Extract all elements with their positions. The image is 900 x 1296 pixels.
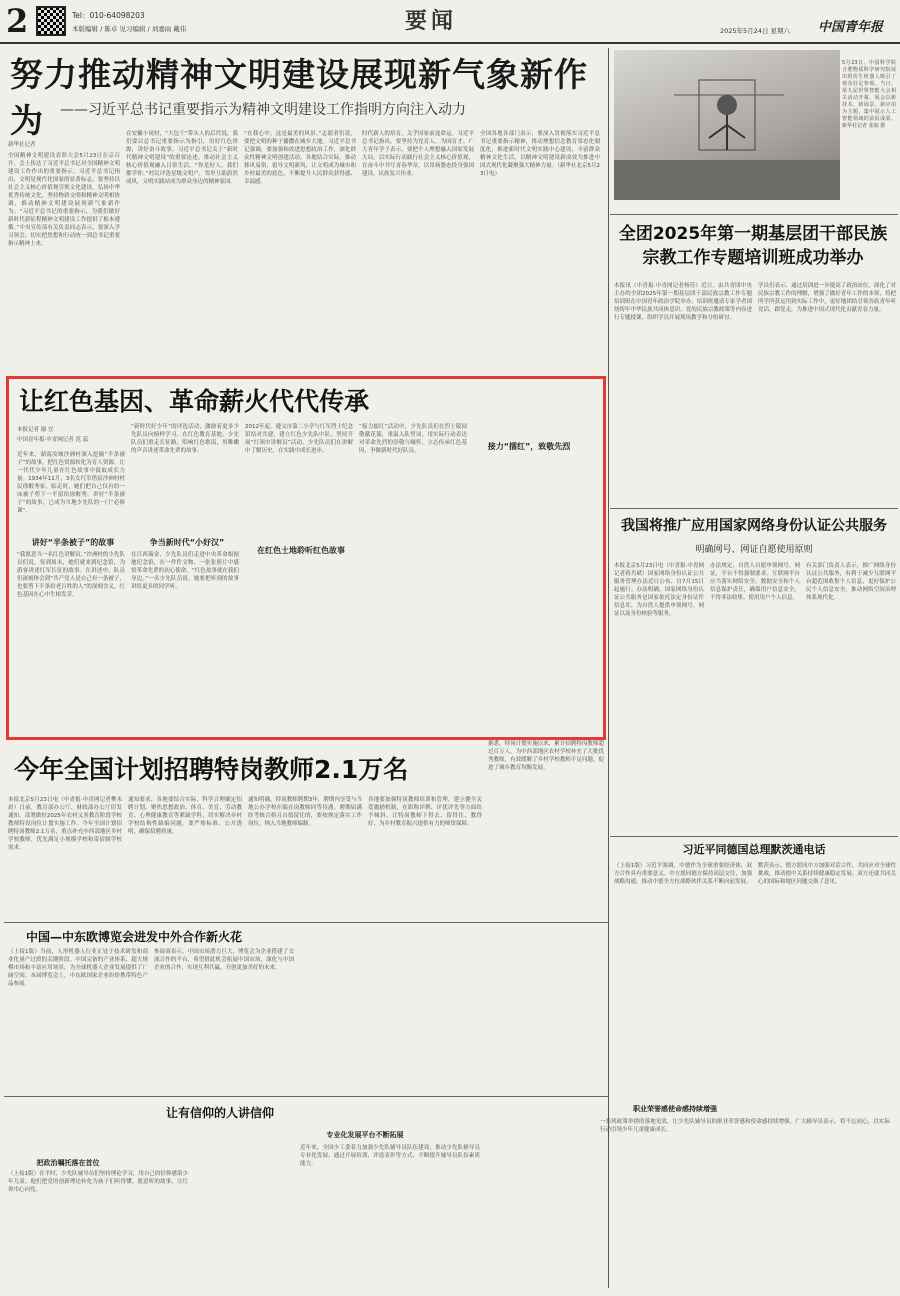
lecture-subhead: 职业荣誉感使命感持续增强 (633, 1105, 717, 1113)
teachers-column: 据悉，特岗计划实施以来，累计招聘特岗教师超过百万人，为中西部地区农村学校补充了大批优秀教师，有效缓解了乡村学校教师不足问题，促进了城乡教育均衡发展。 (488, 741, 604, 771)
red-box-section-head: 讲好“半条被子”的故事 (31, 538, 115, 547)
column-rule (608, 48, 609, 1288)
red-box-column: “接力擂红”活动中，少先队员们在烈士陵园敬献花篮，重温入队誓词，用实际行动表达对革命先烈的崇敬与缅怀，立志传承红色基因，争做新时代好队员。 (359, 424, 467, 454)
lead-headline: 努力推动精神文明建设展现新气象新作为 (10, 55, 588, 140)
identity-column: 本报北京5月23日电（中青报·中青网记者蒋肖斌）国家网络身份认证公共服务管理办法近日公布，自7月15日起施行。办法明确，国家网络身份认证公共服务是国家依托法定身份证件信息库，为自然人提供申领网号、网证以及身份核验等服务。 (614, 563, 704, 617)
training-column: 学员们表示，通过培训进一步提高了政治站位，深化了对民族宗教工作的理解，增强了做好青年工作的本领，将把所学所获运用到实际工作中，更好地团结引领各族青年听党话、跟党走，为推进中国式现代化贡献青春力量。 (758, 283, 896, 313)
lecture-column: 一系列政策举措的落地见效，让少先队辅导员的职业荣誉感和使命感持续增强。广大辅导员表示，将不忘初心，以实际行动引领少年儿童健康成长。 (600, 1119, 890, 1133)
editors: 本版编辑 / 陈卓 见习编辑 / 刘嘉雨 戴伟 (72, 25, 187, 33)
photo-caption: 5月23日，中国科学院合肥物质科学研究院展出的仿生机器人吸引了观众驻足参观。当日，第九届世界智能大会相关活动开幕，展会以新技术、新场景、新应用为主题，集中展示人工智能领域的前沿成果。新华社记者 张端 摄 (842, 60, 896, 129)
red-box-section-head: 争当新时代“小好汉” (149, 538, 225, 547)
date: 2025年5月24日 星期六 (720, 27, 791, 35)
red-box-headline: 让红色基因、革命薪火代代传承 (19, 387, 370, 416)
lecture-headline: 让有信仰的人讲信仰 (165, 1106, 274, 1120)
lead-column: 时代新人的培育，关乎国家前途命运。习近平总书记指出，要坚持为党育人、为国育才。广大青年学子表示，要把个人理想融入国家发展大局，以实际行动践行社会主义核心价值观，在奋斗中书写青春华章，以昂扬姿态投身强国建设、民族复兴伟业。 (362, 131, 474, 177)
divider (610, 214, 898, 215)
identity-column: 有关部门负责人表示，推广网络身份认证公共服务，有利于减少互联网平台超范围收集个人信息，更好保护公民个人信息安全，推动网络空间治理体系现代化。 (806, 563, 896, 601)
teachers-column: 通知要求，各地要结合实际，科学合理确定招聘计划，聚焦思想政治、体育、美育、劳动教育、心理健康教育等紧缺学科，切实解决乡村学校结构性缺编问题。要严格标准，公开透明，确保招聘质量。 (128, 797, 242, 835)
red-box-column: 2012年起，遵义市第二小学与红军烈士纪念馆结对共建，建立红色少先队中队，坚持开展“红领巾讲解员”活动。少先队员们在讲解中了解历史，在实践中成长进步。 (245, 424, 353, 454)
lecture-subhead: 专业化发展平台不断拓展 (326, 1131, 404, 1139)
divider (610, 836, 898, 837)
identity-headline: 我国将推广应用国家网络身份认证公共服务 (621, 518, 887, 534)
expo-column: 参展商表示，中国市场潜力巨大，博览会为企业搭建了交流合作的平台，希望借此机会拓展中国市场，深化与中国企业的合作，实现互利共赢，开创更加美好的未来。 (154, 949, 294, 971)
teachers-headline: 今年全国计划招聘特岗教师2.1万名 (14, 755, 409, 784)
lecture-subhead: 把政治嘱托落在首位 (36, 1159, 100, 1167)
red-box-column: 近年来，湖南汝城沙洲村深入挖掘“半条被子”的故事，把红色资源转化为育人资源，让一代代少年儿童在红色故事中汲取成长力量。1934年11月，3名女红军借宿沙洲村村民徐解秀家，临走时，她们把自己仅有的一床被子剪下一半留给徐解秀。讲好“半条被子”的故事，已成为当地少先队的一门“必修课”。 (17, 452, 125, 514)
lead-column: 全国精神文明建设表彰大会5月23日在京召开，会上传达了习近平总书记对全国精神文明建设工作作出的重要指示。习近平总书记指出，文明是现代化国家的显著标志。要坚持以社会主义核心价值观引领文化建设，弘扬中华优秀传统文化，坚持物质文明和精神文明相协调，推动精神文明建设展现新气象新作为。“习近平总书记的重要指示，为我们做好新时代新征程精神文明建设工作提供了根本遵循。”中央宣传部有关负责同志表示，要深入学习领会，切实把思想和行动统一到总书记重要指示精神上来。 (8, 153, 120, 247)
lead-column: 在安徽小岗村，“大包干”带头人的后代说，我们要以总书记重要指示为指引，用好红色资源，讲好奋斗故事。习近平总书记关于“新时代精神文明建设”的重要论述，推动社会主义核心价值观融入日常生活。“你是好人，我们都学你。”村民评选星级文明户，邻里互助蔚然成风，文明实践站成为群众身边的精神家园。 (126, 131, 238, 185)
qr-code-icon (36, 6, 66, 36)
identity-subhead: 明确网号、网证自愿使用原则 (695, 545, 813, 555)
divider (610, 508, 898, 509)
germany-column: （上接1版）习近平强调，中德作为全球重要经济体，双方合作具有重要意义。中方愿同德方保持高层交往，加强战略沟通，推动中德全方位战略伙伴关系不断向前发展。 (614, 863, 752, 885)
page-number: 2 (6, 2, 29, 40)
red-box-column: 在江西瑞金，少先队员们走进中央革命根据地纪念馆，在一件件文物、一张张照片中感悟革命先辈的初心使命。“红色故事就在我们身边。”一名少先队员说，她要把听到的故事讲给更多的同学听。 (131, 552, 239, 590)
germany-column: 默茨表示，德方愿同中方加强对话合作，共同应对全球性挑战，推动德中关系持续健康稳定发展。双方还就共同关心的国际和地区问题交换了意见。 (758, 863, 896, 885)
expo-column: （上接1版）当前，人形机器人行业正处于技术研发和商业化量产过渡的关键阶段。中国完备的产业体系、超大规模市场和丰富应用场景，为全球机器人企业发展提供了广阔空间。本届博览会上，中东欧国家企业纷纷携带特色产品参展。 (8, 949, 148, 987)
red-box-byline: 本报记者 谢 宜 (17, 427, 54, 433)
lead-byline: 新华社记者 (8, 142, 36, 148)
red-box-section-head: 接力“擂红”，致敬先烈 (487, 442, 571, 451)
red-box-column: “新时代好少年”的评选活动，激励着更多少先队员向榜样学习。在红色教育基地，少先队员们重走长征路，唱响红色歌谣，用稚嫩的声音讲述革命先辈的故事。 (131, 424, 239, 454)
teachers-column: 各地要加强特岗教师培训和管理，建立健全关爱激励机制，在职称评聘、评优评先等方面给予倾斜，让特岗教师下得去、留得住、教得好，为乡村教育振兴提供有力的师资保障。 (368, 797, 482, 827)
training-column: 本报讯（中青报·中青网记者杨佳）近日，由共青团中央主办的全团2025年第一期基层团干部民族宗教工作专题培训班在中国青年政治学院举办。培训班邀请专家学者围绕铸牢中华民族共同体意识、党的民族宗教政策等内容进行专题授课，组织学员开展现场教学和分组研讨。 (614, 283, 752, 321)
tel: Tel：010-64098203 (72, 11, 145, 20)
paper-logo: 中国青年报 (818, 20, 884, 35)
training-headline: 全团2025年第一期基层团干部民族宗教工作专题培训班成功举办 (618, 224, 888, 268)
news-photo (614, 50, 840, 200)
lecture-column: 近年来，全国少工委着力加强少先队辅导员队伍建设，推动少先队辅导员专业化发展。通过开展培训、评选表彰等方式，不断提升辅导员队伍素质能力。 (300, 1145, 480, 1167)
robot-exhibit-icon (614, 50, 840, 200)
lecture-column: （上接1版）在平时，少先队辅导员们坚持理论学习，用自己的信仰感染少年儿童。他们把党的创新理论转化为孩子们听得懂、愿意听的故事，让红领巾心向党。 (8, 1171, 188, 1193)
divider (4, 1096, 608, 1097)
red-box-byline: 中国青年报·中青网记者 范 蕊 (17, 437, 89, 443)
section-title: 要闻 (405, 8, 458, 34)
expo-headline: 中国—中东欧博览会进发中外合作新火花 (26, 930, 243, 944)
red-box-section-head: 在红色土地聆听红色故事 (257, 546, 345, 555)
lead-column: “在我心中，这是最美的风景。”志愿者们说，要把文明的种子播撒在城乡大地。习近平总书记强调，要加强和改进思想政治工作，深化群众性精神文明创建活动。各地结合实际，推动移风易俗，倡导文明新风，让文明成为城市和乡村最美的底色，不断提升人民群众获得感、幸福感。 (244, 131, 356, 185)
teachers-column: 通知明确，特岗教师聘期3年，聘期内享受与当地公办学校在编在岗教师同等待遇。聘期届满经考核合格且自愿留任的，要按规定落实工作岗位，纳入当地教师编制。 (248, 797, 362, 827)
masthead (0, 0, 900, 44)
germany-headline: 习近平同德国总理默茨通电话 (682, 843, 826, 856)
identity-column: 办法规定，自然人自愿申领网号、网证，平台不得强制要求。互联网平台应当落实网络安全、数据安全和个人信息保护责任，确保用户信息安全，不得非法收集、使用用户个人信息。 (710, 563, 800, 601)
teachers-column: 本报北京5月23日电（中青报·中青网记者樊未晨）日前，教育部办公厅、财政部办公厅印发通知，部署做好2025年农村义务教育阶段学校教师特设岗位计划实施工作。今年全国计划招聘特岗教师2.1万名，重点补充中西部地区乡村学校教师，优先满足小规模学校和寄宿制学校需求。 (8, 797, 122, 851)
lead-subhead: ——习近平总书记重要指示为精神文明建设工作指明方向注入动力 (60, 102, 466, 118)
red-feature-box (6, 376, 606, 740)
lead-column: 全国各地各部门表示，要深入贯彻落实习近平总书记重要指示精神，推动理想信念教育常态化制度化，推进新时代文明实践中心建设，丰富群众精神文化生活，以精神文明建设新成效为推进中国式现代化凝聚强大精神力量。（新华社北京5月23日电） (480, 131, 600, 177)
divider (4, 922, 608, 923)
red-box-column: “我愿意当一名红色讲解员。”沙洲村的少先队员们说，每到周末，她们就来到纪念馆，为游客讲述红军长征的故事。在讲述中，队员们深刻体会到“共产党人是自己有一条被子，也要剪下半条给老百姓的人”的深刻含义，红色基因在心中生根发芽。 (17, 552, 125, 598)
